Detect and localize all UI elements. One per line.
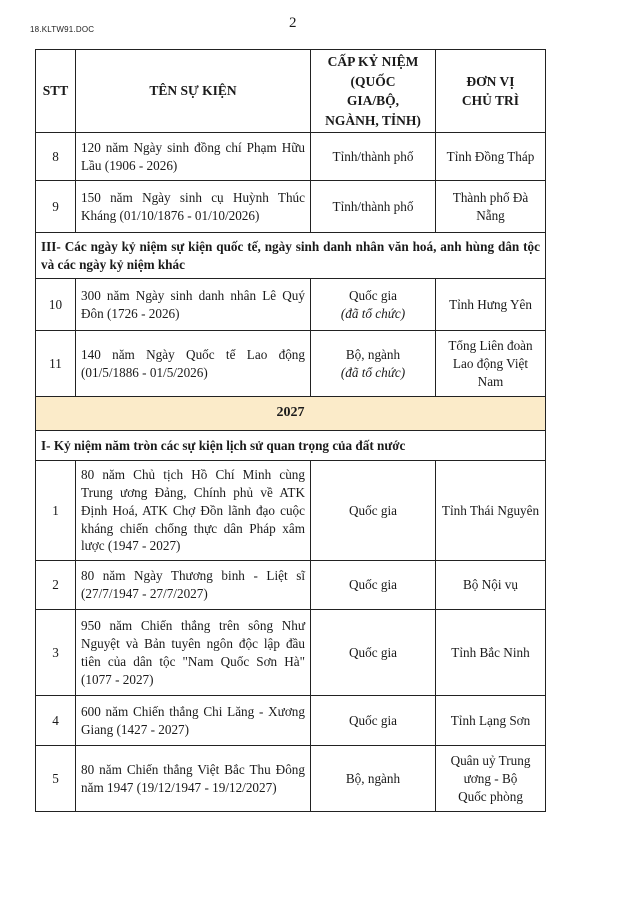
row-level: Quốc gia	[311, 561, 436, 610]
row-organizer: Tỉnh Hưng Yên	[436, 279, 546, 331]
row-stt: 8	[36, 133, 76, 181]
section-i-heading: I- Kỷ niệm năm tròn các sự kiện lịch sử quan trọng của đất nước	[36, 431, 546, 461]
row-level	[311, 331, 436, 397]
section-row	[36, 233, 546, 279]
table-row	[36, 331, 546, 397]
row-level: Quốc gia	[311, 461, 436, 561]
column-header-level: CẤP KỶ NIỆM (QUỐC GIA/BỘ, NGÀNH, TỈNH)	[311, 50, 436, 133]
table-row	[36, 561, 546, 610]
column-header-event-name: TÊN SỰ KIỆN	[76, 50, 311, 133]
column-header-stt: STT	[36, 50, 76, 133]
year-row	[36, 397, 546, 431]
row-level: Tỉnh/thành phố	[311, 133, 436, 181]
level-note: (đã tổ chức)	[340, 305, 406, 321]
page-number: 2	[289, 15, 297, 31]
row-stt: 5	[36, 746, 76, 812]
table-row	[36, 181, 546, 233]
row-level: Quốc gia	[311, 610, 436, 696]
row-event-name: 150 năm Ngày sinh cụ Huỳnh Thúc Kháng (01/10/1876 - 01/10/2026)	[76, 181, 311, 233]
row-level: Tỉnh/thành phố	[311, 181, 436, 233]
row-stt: 1	[36, 461, 76, 561]
row-stt: 10	[36, 279, 76, 331]
row-event-name: 950 năm Chiến thắng trên sông Như Nguyệt và Bản tuyên ngôn độc lập đầu tiên của dân tộc "Nam Quốc Sơn Hà" (1077 - 2027)	[76, 610, 311, 696]
table-row	[36, 279, 546, 331]
table-header-row	[36, 50, 546, 133]
row-organizer: Bộ Nội vụ	[436, 561, 546, 610]
table-row	[36, 696, 546, 746]
row-stt: 4	[36, 696, 76, 746]
row-stt: 9	[36, 181, 76, 233]
column-header-organizer: ĐƠN VỊ CHỦ TRÌ	[436, 50, 546, 133]
events-table	[35, 49, 546, 812]
row-event-name: 80 năm Chiến thắng Việt Bắc Thu Đông năm 1947 (19/12/1947 - 19/12/2027)	[76, 746, 311, 812]
level-text: Quốc gia	[349, 287, 397, 303]
row-stt: 2	[36, 561, 76, 610]
year-heading: 2027	[36, 397, 546, 431]
row-event-name: 140 năm Ngày Quốc tế Lao động (01/5/1886 - 01/5/2026)	[76, 331, 311, 397]
row-organizer: Quân uỷ Trung ương - Bộ Quốc phòng	[436, 746, 546, 812]
row-level: Quốc gia	[311, 696, 436, 746]
table-row	[36, 461, 546, 561]
level-text: Bộ, ngành	[345, 346, 401, 362]
row-organizer: Tỉnh Bắc Ninh	[436, 610, 546, 696]
row-event-name: 80 năm Ngày Thương binh - Liệt sĩ (27/7/1947 - 27/7/2027)	[76, 561, 311, 610]
row-organizer: Tỉnh Đồng Tháp	[436, 133, 546, 181]
level-note: (đã tổ chức)	[340, 364, 406, 380]
row-level: Bộ, ngành	[311, 746, 436, 812]
row-level	[311, 279, 436, 331]
table-row	[36, 746, 546, 812]
row-event-name: 600 năm Chiến thắng Chi Lăng - Xương Giang (1427 - 2027)	[76, 696, 311, 746]
table-row	[36, 610, 546, 696]
row-stt: 11	[36, 331, 76, 397]
table-row	[36, 133, 546, 181]
row-organizer: Thành phố Đà Nẵng	[436, 181, 546, 233]
section-iii-heading: III- Các ngày kỷ niệm sự kiện quốc tế, ngày sinh danh nhân văn hoá, anh hùng dân tộc và các ngày kỷ niệm khác	[36, 233, 546, 279]
row-organizer: Tỉnh Lạng Sơn	[436, 696, 546, 746]
row-stt: 3	[36, 610, 76, 696]
row-organizer: Tổng Liên đoàn Lao động Việt Nam	[436, 331, 546, 397]
document-code: 18.KLTW91.DOC	[30, 25, 95, 34]
row-event-name: 120 năm Ngày sinh đồng chí Phạm Hữu Lầu (1906 - 2026)	[76, 133, 311, 181]
row-event-name: 80 năm Chủ tịch Hồ Chí Minh cùng Trung ương Đảng, Chính phủ về ATK Định Hoá, ATK Chợ Đồn lãnh đạo cuộc kháng chiến chống thực dân Pháp xâm lược (1947 - 2027)	[76, 461, 311, 561]
section-row	[36, 431, 546, 461]
row-event-name: 300 năm Ngày sinh danh nhân Lê Quý Đôn (1726 - 2026)	[76, 279, 311, 331]
row-organizer: Tỉnh Thái Nguyên	[436, 461, 546, 561]
